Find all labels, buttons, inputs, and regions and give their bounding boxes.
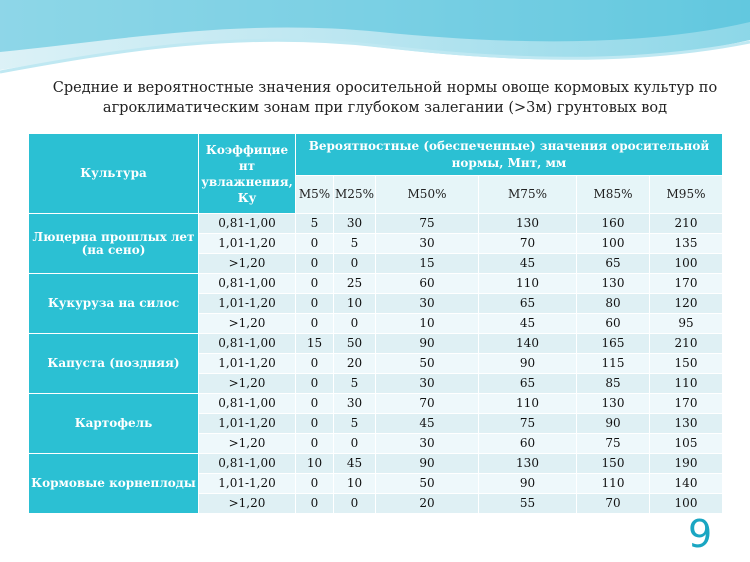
header-m5: М5% <box>296 176 334 214</box>
value-cell: 30 <box>376 434 479 454</box>
value-cell: 50 <box>376 354 479 374</box>
header-m75: М75% <box>479 176 577 214</box>
decorative-wave <box>0 0 750 90</box>
coefficient-cell: 1,01-1,20 <box>199 354 296 374</box>
table-row <box>29 454 723 474</box>
crop-name: Капуста (поздняя) <box>29 334 199 394</box>
value-cell: 0 <box>296 474 334 494</box>
header-m95: М95% <box>650 176 723 214</box>
value-cell: 0 <box>334 434 376 454</box>
value-cell: 0 <box>334 254 376 274</box>
value-cell: 30 <box>334 394 376 414</box>
value-cell: 10 <box>296 454 334 474</box>
value-cell: 190 <box>650 454 723 474</box>
value-cell: 140 <box>479 334 577 354</box>
table-row <box>29 274 723 294</box>
crop-name: Картофель <box>29 394 199 454</box>
value-cell: 110 <box>650 374 723 394</box>
value-cell: 30 <box>376 234 479 254</box>
value-cell: 75 <box>376 214 479 234</box>
value-cell: 160 <box>577 214 650 234</box>
value-cell: 165 <box>577 334 650 354</box>
coefficient-cell: >1,20 <box>199 374 296 394</box>
value-cell: 0 <box>296 254 334 274</box>
coefficient-cell: 1,01-1,20 <box>199 294 296 314</box>
value-cell: 130 <box>479 454 577 474</box>
value-cell: 90 <box>376 334 479 354</box>
value-cell: 0 <box>296 234 334 254</box>
value-cell: 45 <box>479 314 577 334</box>
value-cell: 25 <box>334 274 376 294</box>
value-cell: 5 <box>296 214 334 234</box>
coefficient-cell: 0,81-1,00 <box>199 454 296 474</box>
header-coefficient: Коэффицие нт увлажнения, Ку <box>199 134 296 214</box>
value-cell: 150 <box>577 454 650 474</box>
page-number: 9 <box>688 512 713 556</box>
value-cell: 60 <box>479 434 577 454</box>
header-crop: Культура <box>29 134 199 214</box>
coefficient-cell: 0,81-1,00 <box>199 334 296 354</box>
value-cell: 85 <box>577 374 650 394</box>
value-cell: 20 <box>376 494 479 514</box>
value-cell: 0 <box>296 494 334 514</box>
value-cell: 30 <box>334 214 376 234</box>
value-cell: 90 <box>479 354 577 374</box>
coefficient-cell: 0,81-1,00 <box>199 274 296 294</box>
coefficient-cell: 0,81-1,00 <box>199 214 296 234</box>
coefficient-cell: >1,20 <box>199 494 296 514</box>
coefficient-cell: 1,01-1,20 <box>199 234 296 254</box>
value-cell: 150 <box>650 354 723 374</box>
value-cell: 5 <box>334 374 376 394</box>
value-cell: 0 <box>334 314 376 334</box>
title-line-2: агроклиматическим зонам при глубоком залегании (>3м) грунтовых вод <box>102 100 668 116</box>
value-cell: 15 <box>296 334 334 354</box>
coefficient-cell: 1,01-1,20 <box>199 414 296 434</box>
value-cell: 70 <box>577 494 650 514</box>
value-cell: 45 <box>479 254 577 274</box>
value-cell: 5 <box>334 414 376 434</box>
header-m85: М85% <box>577 176 650 214</box>
value-cell: 0 <box>296 314 334 334</box>
value-cell: 130 <box>577 274 650 294</box>
value-cell: 0 <box>334 494 376 514</box>
value-cell: 135 <box>650 234 723 254</box>
title-line-1: Средние и вероятностные значения оросительной нормы овоще кормовых культур по <box>52 80 718 96</box>
value-cell: 60 <box>577 314 650 334</box>
value-cell: 0 <box>296 354 334 374</box>
value-cell: 65 <box>479 374 577 394</box>
value-cell: 140 <box>650 474 723 494</box>
value-cell: 65 <box>577 254 650 274</box>
value-cell: 100 <box>650 494 723 514</box>
value-cell: 100 <box>577 234 650 254</box>
value-cell: 115 <box>577 354 650 374</box>
coefficient-cell: >1,20 <box>199 254 296 274</box>
value-cell: 30 <box>376 374 479 394</box>
value-cell: 30 <box>376 294 479 314</box>
value-cell: 130 <box>479 214 577 234</box>
value-cell: 105 <box>650 434 723 454</box>
coefficient-cell: 0,81-1,00 <box>199 394 296 414</box>
table-row <box>29 214 723 234</box>
value-cell: 65 <box>479 294 577 314</box>
coefficient-cell: >1,20 <box>199 434 296 454</box>
value-cell: 0 <box>296 434 334 454</box>
value-cell: 130 <box>650 414 723 434</box>
value-cell: 20 <box>334 354 376 374</box>
crop-name: Кукуруза на силос <box>29 274 199 334</box>
table-row <box>29 394 723 414</box>
value-cell: 75 <box>577 434 650 454</box>
value-cell: 75 <box>479 414 577 434</box>
value-cell: 80 <box>577 294 650 314</box>
value-cell: 0 <box>296 394 334 414</box>
value-cell: 90 <box>479 474 577 494</box>
value-cell: 5 <box>334 234 376 254</box>
value-cell: 110 <box>479 394 577 414</box>
table-row <box>29 334 723 354</box>
value-cell: 90 <box>376 454 479 474</box>
value-cell: 170 <box>650 394 723 414</box>
value-cell: 0 <box>296 414 334 434</box>
value-cell: 70 <box>479 234 577 254</box>
value-cell: 70 <box>376 394 479 414</box>
value-cell: 110 <box>479 274 577 294</box>
header-m25: М25% <box>334 176 376 214</box>
value-cell: 55 <box>479 494 577 514</box>
value-cell: 10 <box>376 314 479 334</box>
value-cell: 60 <box>376 274 479 294</box>
value-cell: 210 <box>650 334 723 354</box>
value-cell: 110 <box>577 474 650 494</box>
value-cell: 130 <box>577 394 650 414</box>
header-m50: М50% <box>376 176 479 214</box>
header-probability: Вероятностные (обеспеченные) значения оросительной нормы, Мнт, мм <box>296 134 723 176</box>
value-cell: 45 <box>376 414 479 434</box>
coefficient-cell: 1,01-1,20 <box>199 474 296 494</box>
value-cell: 10 <box>334 474 376 494</box>
value-cell: 45 <box>334 454 376 474</box>
value-cell: 15 <box>376 254 479 274</box>
value-cell: 50 <box>376 474 479 494</box>
slide-title <box>40 78 730 118</box>
irrigation-norms-table <box>28 133 723 514</box>
value-cell: 120 <box>650 294 723 314</box>
value-cell: 170 <box>650 274 723 294</box>
value-cell: 0 <box>296 274 334 294</box>
value-cell: 95 <box>650 314 723 334</box>
value-cell: 90 <box>577 414 650 434</box>
value-cell: 0 <box>296 374 334 394</box>
value-cell: 100 <box>650 254 723 274</box>
crop-name: Кормовые корнеплоды <box>29 454 199 514</box>
value-cell: 0 <box>296 294 334 314</box>
value-cell: 210 <box>650 214 723 234</box>
value-cell: 50 <box>334 334 376 354</box>
coefficient-cell: >1,20 <box>199 314 296 334</box>
crop-name: Люцерна прошлых лет (на сено) <box>29 214 199 274</box>
value-cell: 10 <box>334 294 376 314</box>
